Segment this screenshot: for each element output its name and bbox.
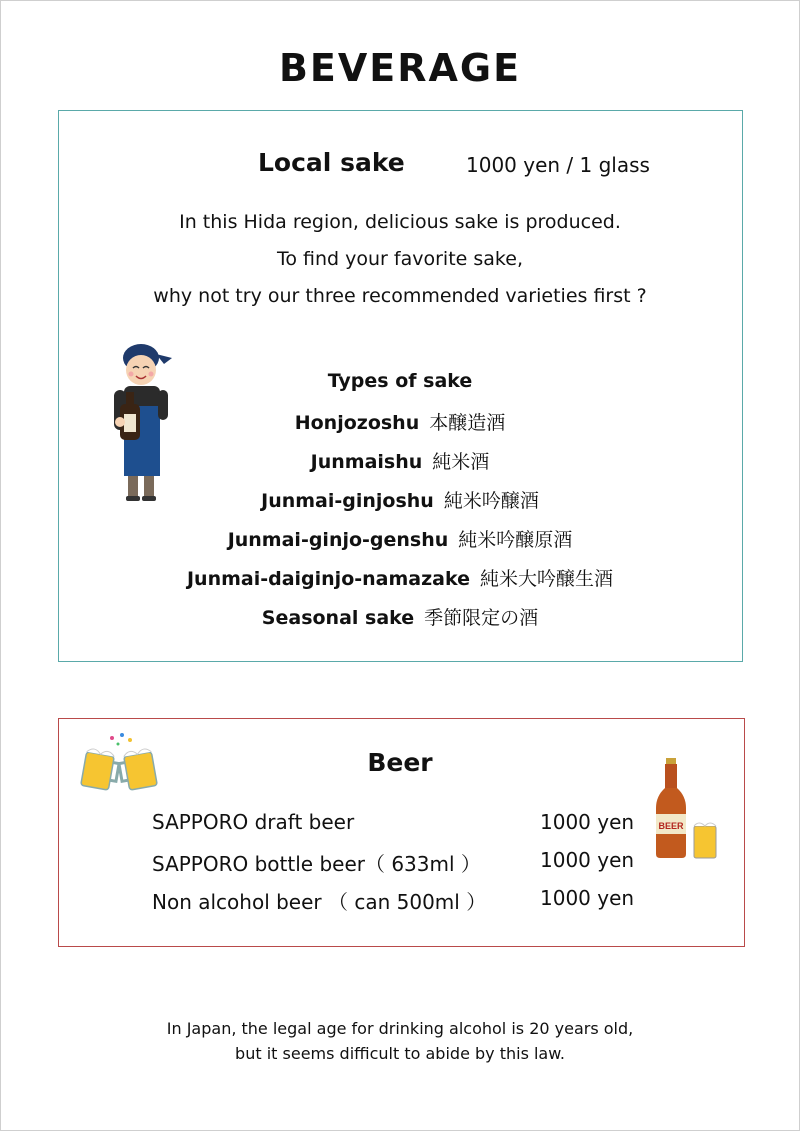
footer-line: but it seems difficult to abide by this law. (235, 1044, 565, 1063)
sake-type-jp: 純米吟醸原酒 (458, 529, 573, 551)
sake-type-name: Junmai-daiginjo-namazake (186, 568, 470, 590)
beer-cheers-icon (78, 732, 162, 792)
sake-type-jp: 純米吟醸酒 (443, 490, 539, 512)
sake-type-name: Junmai-ginjo-genshu (227, 529, 449, 551)
beer-item-price: 1000 yen (540, 810, 635, 834)
beer-item-name: SAPPORO bottle beer（ 633ml ） (152, 852, 481, 876)
sake-price: 1000 yen / 1 glass (466, 153, 650, 177)
sake-type-name: Junmai-ginjoshu (261, 490, 434, 512)
sake-type-name: Junmaishu (310, 451, 423, 473)
sake-type-jp: 純米大吟醸生酒 (480, 568, 614, 590)
sake-type-item (0, 564, 800, 591)
sake-type-name: Honjozoshu (294, 412, 420, 434)
sake-type-jp: 季節限定の酒 (424, 607, 539, 629)
beer-heading: Beer (367, 748, 433, 777)
sake-type-item (0, 525, 800, 552)
sake-server-icon (106, 334, 178, 504)
sake-type-item (0, 603, 800, 630)
sake-type-jp: 純米酒 (432, 451, 490, 473)
beer-item-price: 1000 yen (540, 848, 635, 872)
sake-intro-line: why not try our three recommended varieties first ? (153, 285, 647, 307)
sake-types-title: Types of sake (327, 370, 473, 392)
beer-bottle-label: BEER (658, 821, 684, 831)
beer-item-price: 1000 yen (540, 886, 635, 910)
beer-item-name: Non alcohol beer （ can 500ml ） (152, 890, 487, 914)
sake-intro-line: To find your favorite sake, (277, 248, 523, 270)
sake-type-name: Seasonal sake (261, 607, 415, 629)
sake-type-jp: 本醸造酒 (429, 412, 506, 434)
beer-bottle-icon (652, 756, 722, 862)
sake-heading: Local sake (258, 148, 405, 177)
sake-intro-line: In this Hida region, delicious sake is produced. (179, 211, 621, 233)
page-title: BEVERAGE (278, 46, 522, 90)
footer-line: In Japan, the legal age for drinking alcohol is 20 years old, (166, 1019, 634, 1038)
beer-item-name: SAPPORO draft beer (152, 810, 355, 834)
